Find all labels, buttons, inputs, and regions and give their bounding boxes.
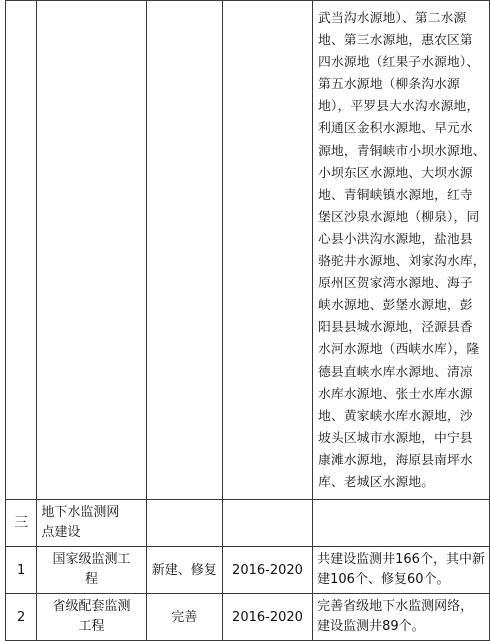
project-name-line: 工程 — [78, 619, 105, 635]
table-row-water-sources — [6, 1, 490, 500]
construction-period: 2016-2020 — [222, 594, 312, 641]
section-name-line: 点建设 — [41, 525, 81, 541]
content-line: 建设监测井89个。 — [317, 619, 425, 635]
cell-name-empty — [37, 1, 146, 500]
table-row — [6, 594, 490, 641]
section-number: 三 — [6, 500, 37, 547]
project-name — [37, 547, 146, 594]
description-line: 德县直峡水库水源地、清凉 — [318, 363, 473, 379]
construction-type: 新建、修复 — [146, 547, 222, 594]
cell-empty — [222, 500, 312, 547]
construction-type: 完善 — [146, 594, 222, 641]
description-line: 武当沟水源地）、第二水源 — [318, 10, 467, 25]
table-row — [6, 547, 490, 594]
description-line: 峡水源地、彭堡水源地，彭 — [318, 297, 473, 313]
content-line: 建106个、修复60个。 — [317, 572, 450, 588]
description-line: 原州区贺家湾水源地、海子 — [318, 275, 473, 291]
description-line: 地、黄家峡水库水源地，沙 — [318, 407, 473, 423]
project-name-line: 省级配套监测 — [52, 599, 131, 615]
description-line: 小坝东区水源地、大坝水源 — [318, 164, 473, 180]
construction-period: 2016-2020 — [222, 547, 312, 594]
content-line: 完善省级地下水监测网络， — [317, 599, 474, 615]
project-name-line: 程 — [85, 572, 99, 588]
description-line: 水库水源地、张士水库水源 — [318, 385, 473, 401]
cell-empty — [146, 500, 222, 547]
table-row-section — [6, 500, 490, 547]
description-line: 地），平罗县大水沟水源地， — [318, 98, 480, 114]
cell-water-source-description — [313, 1, 490, 500]
description-line: 坡头区城市水源地，中宁县 — [318, 429, 473, 445]
description-line: 地、第三水源地，惠农区第 — [318, 32, 473, 48]
project-name — [37, 594, 146, 641]
description-line: 骆驼井水源地、刘家沟水库， — [318, 253, 486, 269]
cell-empty — [313, 500, 490, 547]
description-line: 四水源地（红果子水源地）、 — [318, 54, 480, 70]
construction-content — [313, 547, 490, 594]
description-line: 康滩水源地，海原县南坪水 — [318, 451, 473, 467]
description-line: 库、老城区水源地。 — [318, 473, 435, 489]
section-name — [37, 500, 146, 547]
cell-number-empty — [6, 1, 37, 500]
cell-period-empty — [222, 1, 312, 500]
description-line: 水河水源地（西峡水库），隆 — [318, 341, 480, 357]
description-line: 地、青铜峡镇水源地，红寺 — [318, 186, 473, 202]
description-line: 利通区金积水源地、早元水 — [318, 120, 473, 136]
section-name-line: 地下水监测网 — [41, 505, 120, 521]
description-line: 源地，青铜峡市小坝水源地、 — [318, 142, 486, 158]
row-number: 1 — [6, 547, 37, 594]
description-line: 心县小洪沟水源地，盐池县 — [318, 230, 473, 246]
cell-type-empty — [146, 1, 222, 500]
content-line: 共建设监测井166个，其中新 — [317, 552, 485, 568]
description-line: 堡区沙泉水源地（柳泉），同 — [318, 208, 480, 224]
row-number: 2 — [6, 594, 37, 641]
description-line: 第五水源地（柳条沟水源 — [318, 76, 460, 92]
project-table — [5, 0, 490, 641]
description-line: 阳县县城水源地，泾源县香 — [318, 319, 473, 335]
construction-content — [313, 594, 490, 641]
project-name-line: 国家级监测工 — [52, 552, 131, 568]
